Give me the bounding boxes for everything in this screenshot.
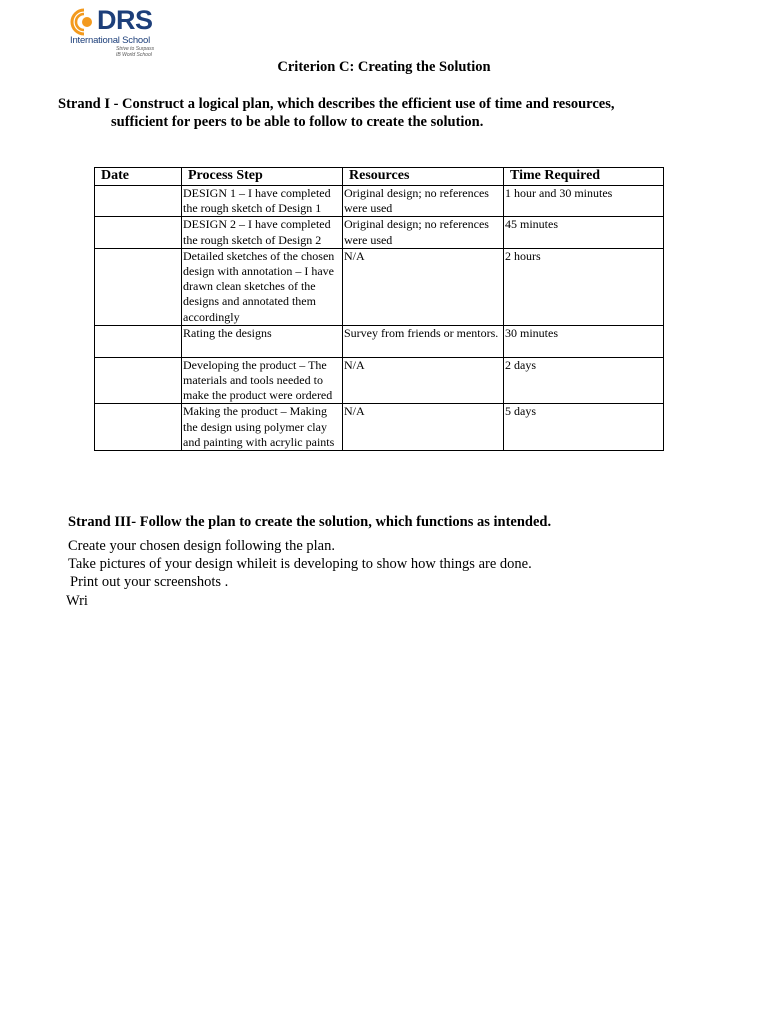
- strand-1-line-1: Strand I - Construct a logical plan, which describes the efficient use of time and resources,: [58, 96, 615, 112]
- table-row: [95, 404, 664, 451]
- strand-1-heading: [58, 95, 698, 131]
- logo-tagline: [116, 46, 154, 58]
- strand-1-line-2: sufficient for peers to be able to follow to create the solution.: [111, 114, 484, 130]
- header-date: Date: [95, 168, 182, 186]
- logo-name: DRS: [97, 5, 153, 35]
- cell-date: [95, 186, 182, 217]
- cell-resources: Survey from friends or mentors.: [343, 325, 504, 357]
- header-resources: Resources: [343, 168, 504, 186]
- cell-date: [95, 357, 182, 404]
- cell-process-step: DESIGN 1 – I have completed the rough sketch of Design 1: [182, 186, 343, 217]
- logo-subtitle: International School: [70, 35, 150, 46]
- cell-time-required: 2 days: [504, 357, 664, 404]
- cell-resources: N/A: [343, 248, 504, 325]
- cell-date: [95, 217, 182, 248]
- cell-time-required: 30 minutes: [504, 325, 664, 357]
- cell-time-required: 1 hour and 30 minutes: [504, 186, 664, 217]
- cell-process-step: Rating the designs: [182, 325, 343, 357]
- cell-resources: N/A: [343, 357, 504, 404]
- cell-time-required: 5 days: [504, 404, 664, 451]
- cell-process-step: DESIGN 2 – I have completed the rough sketch of Design 2: [182, 217, 343, 248]
- instruction-line: Print out your screenshots .: [70, 574, 229, 590]
- cell-process-step: Making the product – Making the design using polymer clay and painting with acrylic paints: [182, 404, 343, 451]
- school-logo: [70, 6, 170, 56]
- instruction-line: Take pictures of your design whileit is developing to show how things are done.: [68, 556, 532, 572]
- table-header-row: [95, 168, 664, 186]
- logo-tagline-1: Strive to Surpass: [116, 46, 155, 52]
- cell-resources: Original design; no references were used: [343, 186, 504, 217]
- table-row: [95, 248, 664, 325]
- table-row: [95, 325, 664, 357]
- header-process-step: Process Step: [182, 168, 343, 186]
- logo-tagline-2: IB World School: [116, 52, 152, 58]
- cell-time-required: 2 hours: [504, 248, 664, 325]
- cell-date: [95, 325, 182, 357]
- cell-process-step: Developing the product – The materials and tools needed to make the product were ordered: [182, 357, 343, 404]
- cell-time-required: 45 minutes: [504, 217, 664, 248]
- page-title: Criterion C: Creating the Solution: [277, 59, 491, 75]
- cell-date: [95, 248, 182, 325]
- header-time-required: Time Required: [504, 168, 664, 186]
- plan-table: [94, 167, 664, 451]
- cell-resources: Original design; no references were used: [343, 217, 504, 248]
- strand-3-heading: Strand III- Follow the plan to create the solution, which functions as intended.: [68, 514, 552, 530]
- table-row: [95, 217, 664, 248]
- drs-logo-icon: [70, 8, 98, 36]
- table-row: [95, 186, 664, 217]
- cell-process-step: Detailed sketches of the chosen design with annotation – I have drawn clean sketches of the designs and annotated them accordingly: [182, 248, 343, 325]
- table-row: [95, 357, 664, 404]
- cell-resources: N/A: [343, 404, 504, 451]
- instruction-line: Wri: [66, 593, 88, 609]
- instruction-line: Create your chosen design following the plan.: [68, 538, 335, 554]
- cell-date: [95, 404, 182, 451]
